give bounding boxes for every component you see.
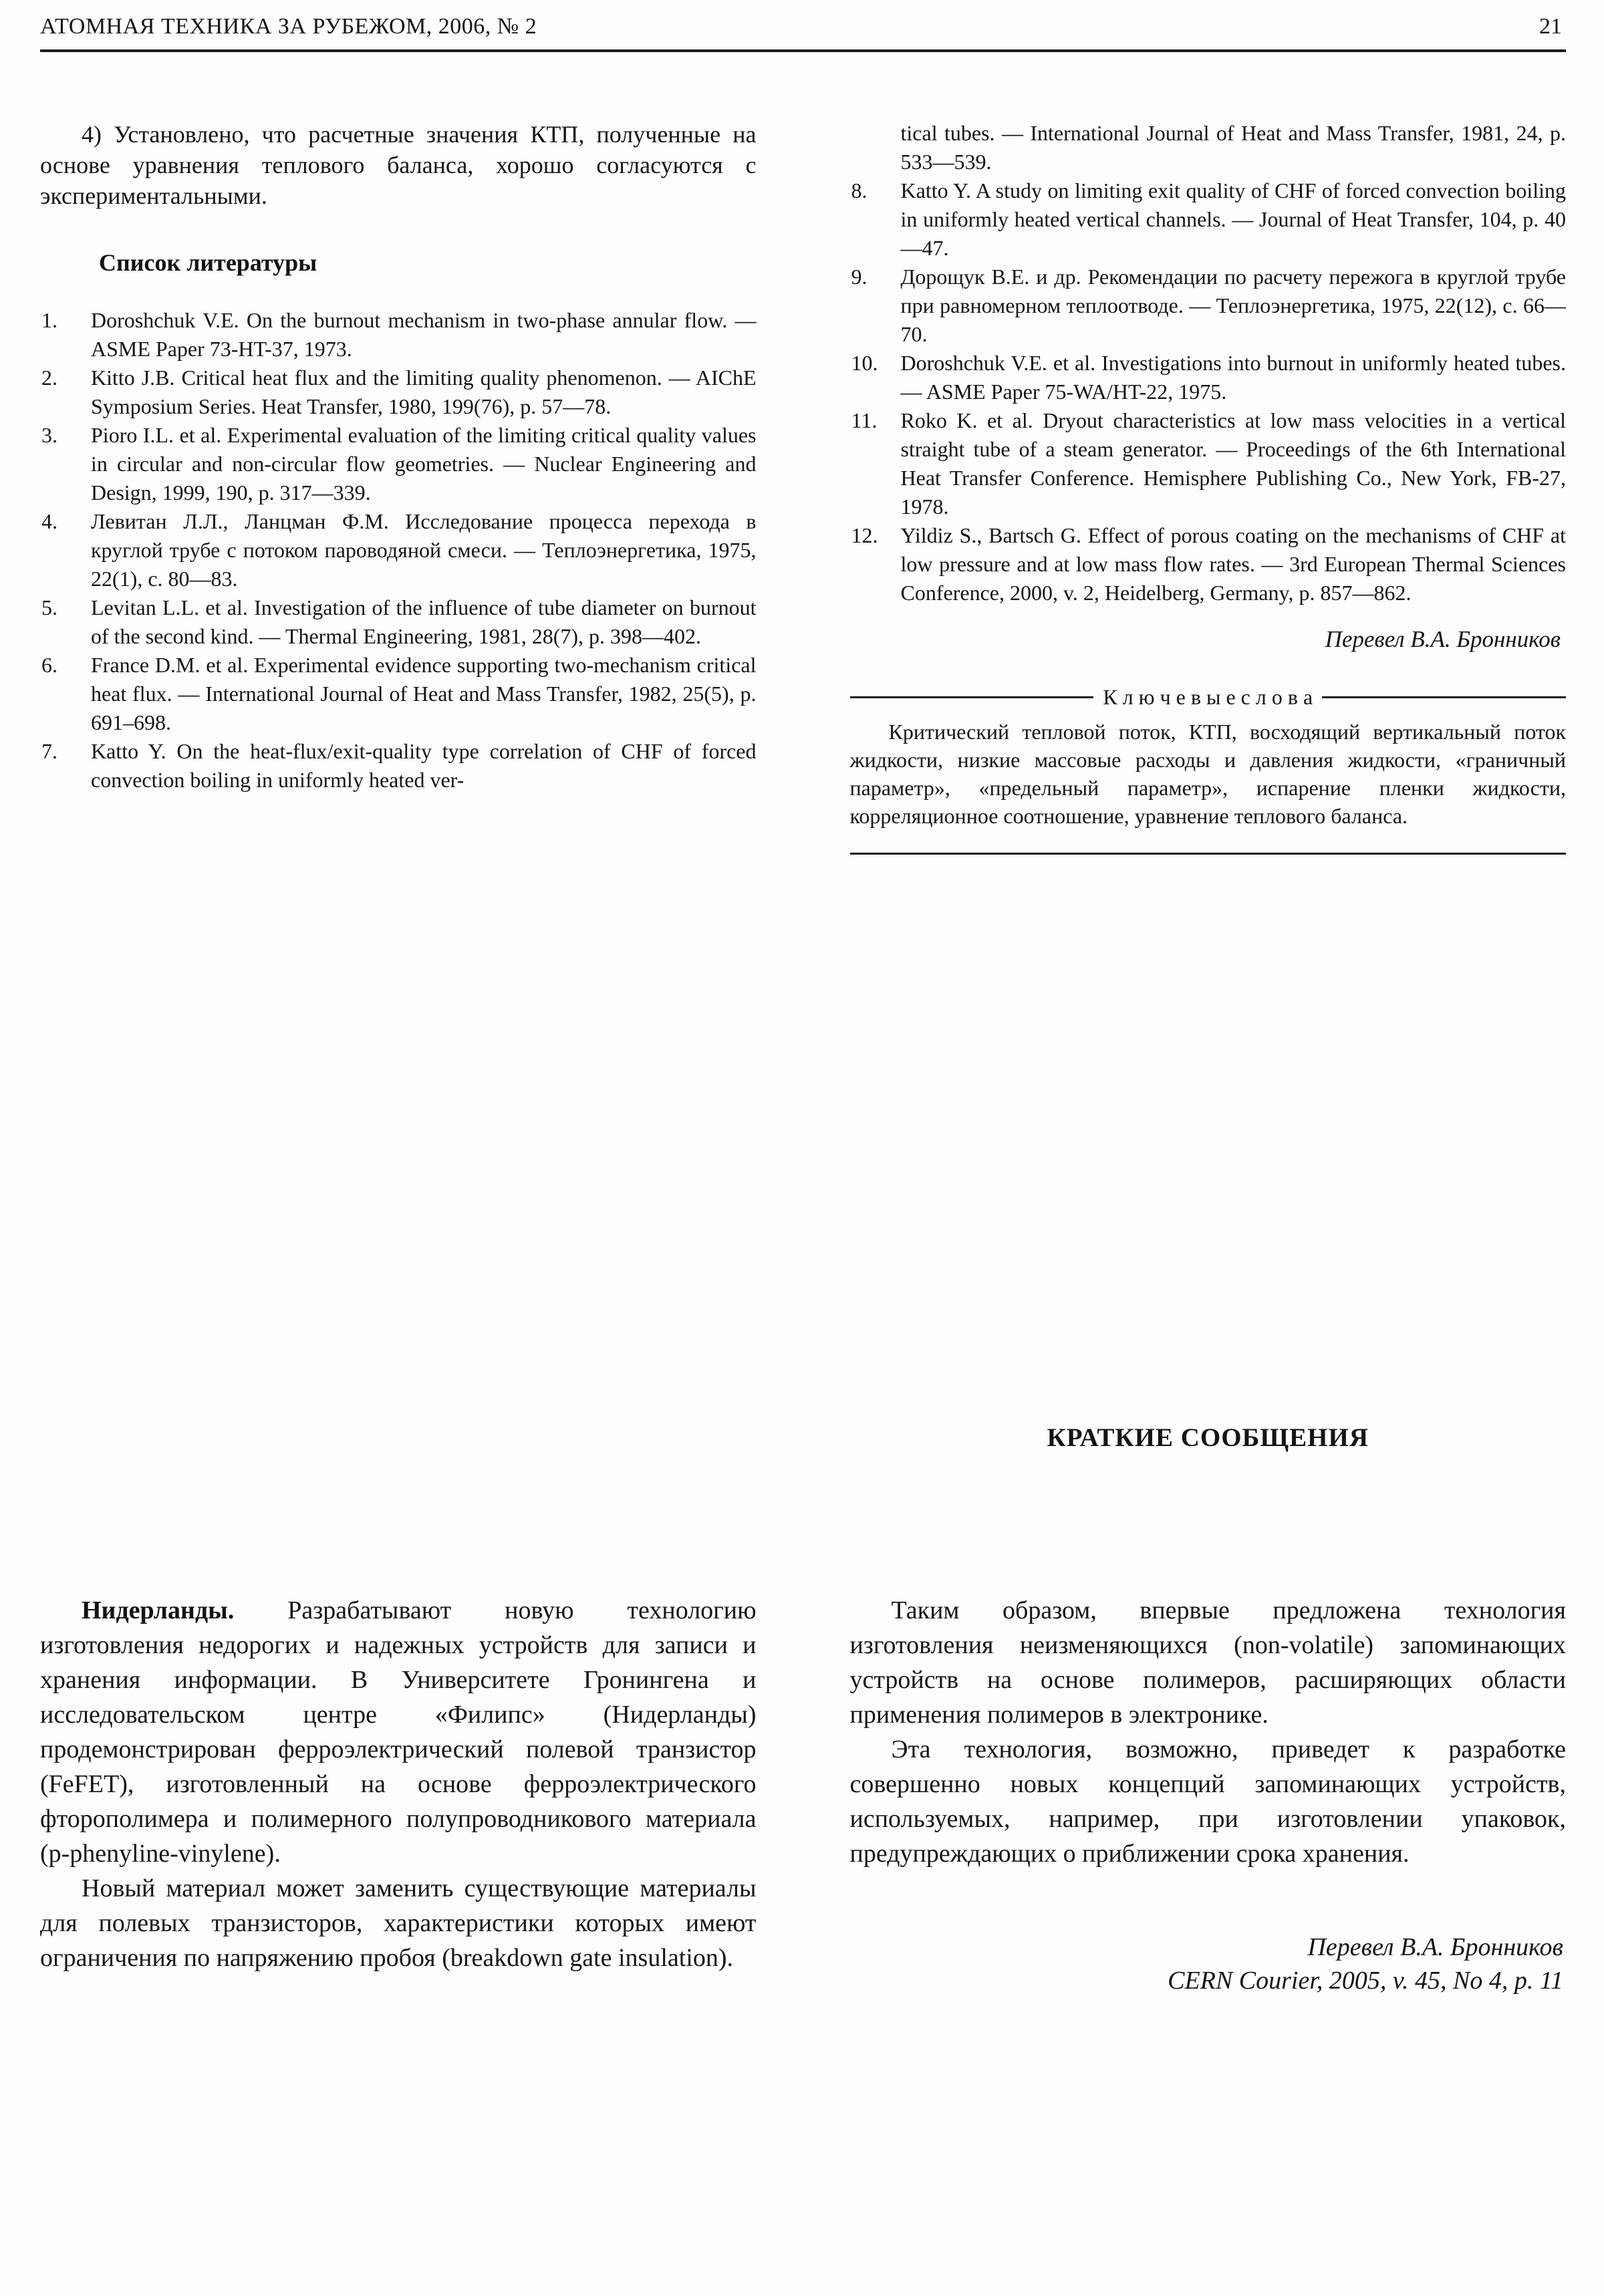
keywords-text: Критический тепловой поток, КТП, восходящий вертикальный поток жидкости, низкие массовые расходы и давления жидкости, «граничный параметр», «предельный параметр», испарение пленки жидкости, корреляционное соотношение, уравнение теплового баланса. — [849, 720, 1566, 828]
reference-item — [40, 651, 757, 737]
bottom-left-column — [40, 1422, 757, 1995]
reference-number: 3. — [41, 423, 57, 447]
reference-number: 6. — [41, 653, 57, 677]
conclusion-paragraph: 4) Установлено, что расчетные значения КТП, полученные на основе уравнения теплового баланса, хорошо согласуются с экспериментальными. — [40, 121, 757, 209]
reference-item — [40, 507, 757, 593]
journal-title: АТОМНАЯ ТЕХНИКА ЗА РУБЕЖОМ, 2006, № 2 — [40, 14, 537, 39]
reference-text: Katto Y. A study on limiting exit quality of CHF of forced convection boiling in uniformly heated vertical channels. — Journal of Heat Transfer, 104, p. 40—47. — [900, 178, 1566, 260]
keywords-rule-left — [850, 696, 1094, 698]
reference-text: France D.M. et al. Experimental evidence supporting two-mechanism critical heat flux. — International Journal of Heat and Mass Transfer, 1982, 25(5), p. 691–698. — [91, 653, 757, 734]
reference-item — [850, 176, 1567, 263]
page-number: 21 — [1539, 14, 1562, 39]
reference-item — [850, 263, 1567, 349]
header-rule — [40, 49, 1566, 52]
reference-text: Pioro I.L. et al. Experimental evaluation of the limiting critical quality values in circular and non-circular flow geometries. — Nuclear Engineering and Design, 1999, 190, p. 317—339. — [91, 423, 757, 505]
reference-item — [850, 406, 1567, 521]
reference-number: 12. — [851, 523, 878, 547]
section-heading-brief-reports: КРАТКИЕ СООБЩЕНИЯ — [1047, 1423, 1369, 1452]
reference-text: Дорощук В.Е. и др. Рекомендации по расчету пережога в круглой трубе при равномерном теплоотводе. — Теплоэнергетика, 1975, 22(12), с. 66—70. — [900, 265, 1566, 346]
reference-text: Левитан Л.Л., Ланцман Ф.М. Исследование процесса перехода в круглой трубе с потоком пароводяной смеси. — Теплоэнергетика, 1975, 22(1), с. 80—83. — [91, 509, 757, 591]
translator-credit: Перевел В.А. Бронников — [1307, 1933, 1563, 1961]
reference-number: 2. — [41, 366, 57, 390]
reference-item — [40, 593, 757, 651]
reference-text: Doroshchuk V.E. et al. Investigations into burnout in uniformly heated tubes. — ASME Paper 75-WA/HT-22, 1975. — [900, 351, 1566, 404]
reference-text: Yildiz S., Bartsch G. Effect of porous coating on the mechanisms of CHF at low pressure and at low mass flow rates. — 3rd European Thermal Sciences Conference, 2000, v. 2, Heidelberg, Germany, p. 857—862. — [900, 523, 1566, 605]
top-left-column — [40, 119, 757, 855]
reference-number: 1. — [41, 308, 57, 332]
reference-number: 5. — [41, 595, 57, 619]
top-section — [40, 119, 1566, 855]
news-paragraph: Таким образом, впервые предложена технология изготовления неизменяющихся (non-volatile) запоминающих устройств на основе полимеров, расширяющих области применения полимеров в электронике. — [849, 1596, 1566, 1729]
source-citation: CERN Courier, 2005, v. 45, No 4, p. 11 — [1168, 1967, 1563, 1995]
keywords-bottom-rule — [850, 853, 1567, 855]
reference-item — [850, 521, 1567, 607]
keywords-header — [850, 685, 1567, 710]
reference-number: 11. — [851, 408, 878, 432]
news-paragraph — [40, 1593, 757, 1871]
reference-text: Katto Y. On the heat-flux/exit-quality type correlation of CHF of forced convection boiling in uniformly heated ver- — [91, 739, 757, 792]
reference-number: 10. — [851, 351, 878, 375]
reference-item — [40, 737, 757, 795]
brief-reports-section — [40, 1422, 1566, 1995]
reference-number: 9. — [851, 265, 867, 289]
bottom-right-column — [850, 1422, 1567, 1995]
reference-text: Doroshchuk V.E. On the burnout mechanism in two-phase annular flow. — ASME Paper 73-HT-37, 1973. — [91, 308, 757, 361]
reference-item — [850, 349, 1567, 406]
reference-text: Kitto J.B. Critical heat flux and the limiting quality phenomenon. — AIChE Symposium Series. Heat Transfer, 1980, 199(76), p. 57—78. — [91, 366, 757, 418]
references-heading: Список литературы — [99, 249, 317, 276]
running-head — [40, 12, 1566, 41]
news-paragraph-text: Разрабатывают новую технологию изготовления недорогих и надежных устройств для записи и хранения информации. В Университете Гронингена и исследовательском центре «Филипс» (Нидерланды) продемонстрирован ферроэлектрический полевой транзистор (FeFET), изготовленный на основе ферроэлектрического фторополимера и полимерного полупроводникового материала (p-phenyline-vinylene). — [40, 1596, 757, 1868]
reference-number: 8. — [851, 178, 867, 202]
reference-continuation: tical tubes. — International Journal of Heat and Mass Transfer, 1981, 24, p. 533—539. — [900, 121, 1566, 174]
reference-item — [40, 364, 757, 421]
keywords-rule-right — [1322, 696, 1566, 698]
reference-number: 4. — [41, 509, 57, 533]
reference-number: 7. — [41, 739, 57, 763]
reference-item — [40, 421, 757, 507]
reference-text: Levitan L.L. et al. Investigation of the influence of tube diameter on burnout of the second kind. — Thermal Engineering, 1981, 28(7), p. 398—402. — [91, 595, 757, 648]
news-paragraph: Эта технология, возможно, приведет к разработке совершенно новых концепций запоминающих устройств, используемых, например, при изготовлении упаковок, предупреждающих о приближении срока хранения. — [849, 1735, 1566, 1868]
top-right-column — [850, 119, 1567, 855]
country-lead: Нидерланды. — [82, 1596, 235, 1624]
news-paragraph: Новый материал может заменить существующие материалы для полевых транзисторов, характеристики которых имеют ограничения по напряжению пробоя (breakdown gate insulation). — [40, 1874, 757, 1972]
reference-text: Roko K. et al. Dryout characteristics at low mass velocities in a vertical straight tube of a steam generator. — Proceedings of the 6th International Heat Transfer Conference. Hemisphere Publishing Co., New York, FB-27, 1978. — [900, 408, 1566, 519]
translator-credit: Перевел В.А. Бронников — [1325, 626, 1561, 652]
reference-item — [40, 306, 757, 364]
keywords-title: К л ю ч е в ы е с л о в а — [1103, 685, 1313, 709]
